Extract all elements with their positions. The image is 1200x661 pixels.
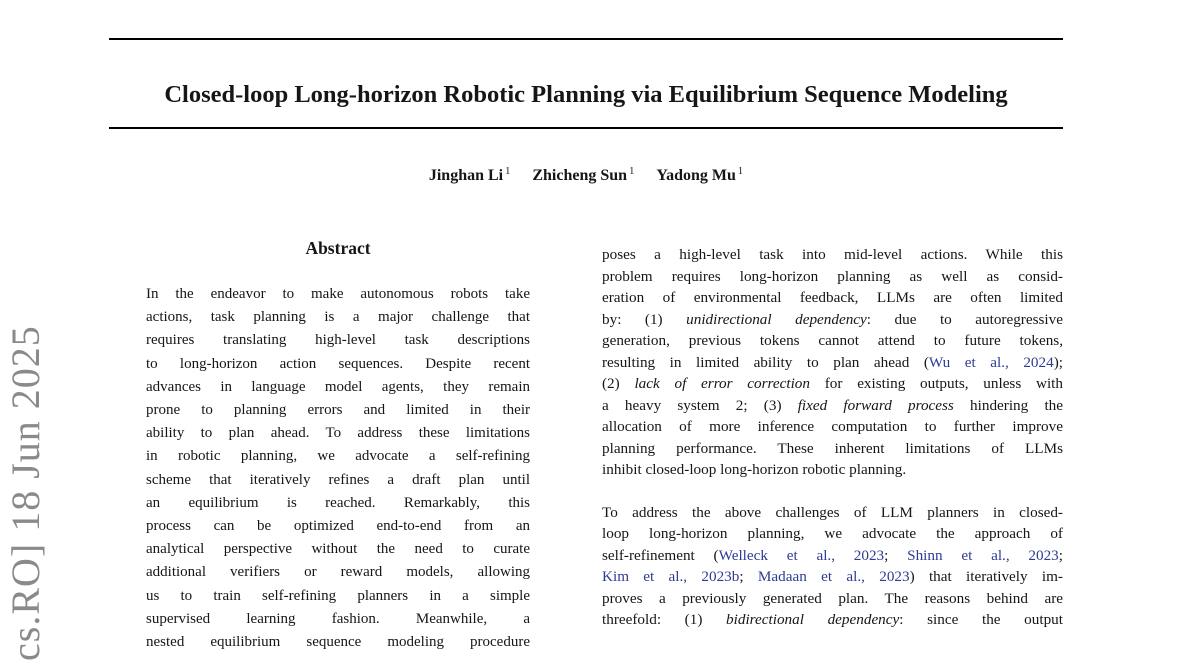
body-text: self-refinement ( [602,546,719,564]
title-rule-top [109,38,1063,40]
body-text: In the endeavor to make autonomous robots take [146,286,530,302]
abstract-column [146,238,530,654]
body-text: threefold: (1) [602,611,727,628]
paragraph [146,283,530,654]
citation-link[interactable]: Madaan et al., 2023 [757,568,910,585]
body-text: a heavy system 2; (3) [602,396,798,414]
abstract-heading: Abstract [305,238,371,258]
text-line [146,492,530,515]
body-text: analytical perspective without the need to curate [146,541,530,558]
author-name-text: Jinghan Li [428,167,504,184]
text-line [146,631,530,654]
author-name-text: Zhicheng Sun [532,167,628,184]
author-name [656,167,743,184]
emphasis-text: unidirectional dependency [686,310,867,328]
intro-body [602,244,1063,631]
text-line [146,515,530,538]
body-text: supervised learning fashion. Meanwhile, a [146,610,530,627]
body-text: to long-horizon action sequences. Despite recent [146,355,530,372]
emphasis-text: lack of error correction [634,375,810,392]
body-text: allocation of more inference computation to further improve [602,418,1063,435]
author-list [109,166,1063,185]
body-text: inhibit closed-loop long-horizon robotic planning. [602,461,907,478]
author-name-text: Yadong Mu [656,167,736,184]
text-line [146,376,530,399]
body-text: ); [1053,353,1063,371]
text-line [602,266,1063,288]
emphasis-text: bidirectional dependency [726,611,900,628]
author-affiliation-mark: 1 [737,166,744,177]
body-text: poses a high-level task into mid-level actions. While this [602,246,1063,263]
intro-column [602,244,1063,631]
body-text: ; [1058,546,1063,564]
text-line [602,352,1063,374]
text-line [146,306,530,329]
text-line [146,608,530,631]
body-text: resulting in limited ability to plan ahead ( [602,353,929,371]
author-affiliation-mark: 1 [629,166,635,177]
body-text: ability to plan ahead. To address these limitations [146,425,530,442]
body-text: by: (1) [602,310,687,328]
text-line [146,399,530,422]
text-line [146,561,530,584]
body-text: ) that iteratively im- [909,568,1063,585]
text-line [146,585,530,608]
body-text: us to train self-refining planners in a simple [146,587,530,604]
body-text: : due to autoregressive [866,310,1063,328]
text-line [602,545,1063,567]
text-line [602,523,1063,545]
body-text: To address the above challenges of LLM planners in closed- [602,503,1063,521]
body-text: nested equilibrium sequence modeling procedure [146,634,530,651]
text-line [602,609,1063,631]
arxiv-watermark: cs.RO] 18 Jun 2025 [3,325,48,661]
citation-link[interactable]: Wu et al., 2024 [928,353,1054,371]
text-line [602,502,1063,524]
text-line [602,395,1063,417]
text-line [602,373,1063,395]
paper-title: Closed-loop Long-horizon Robotic Planning via Equilibrium Sequence Modeling [164,81,1008,109]
title-rule-bottom [109,127,1063,129]
text-line [602,566,1063,588]
body-text: ; [884,546,908,564]
text-line [602,416,1063,438]
body-text: in robotic planning, we advocate a self-refining [146,448,530,465]
text-line [602,459,1063,481]
body-text: additional verifiers or reward models, allowing [146,564,530,581]
text-line [602,330,1063,352]
author-name [429,167,511,184]
body-text: (2) [602,375,635,392]
body-text: ; [739,568,758,585]
citation-link[interactable]: Welleck et al., 2023 [718,546,885,564]
text-line [146,469,530,492]
text-line [602,244,1063,266]
text-line [146,422,530,445]
body-text: generation, previous tokens cannot attend to future tokens, [602,332,1063,349]
body-text: eration of environmental feedback, LLMs are often limited [602,289,1063,306]
body-text: problem requires long-horizon planning as well as consid- [602,267,1063,285]
body-text: process can be optimized end-to-end from an [146,518,530,535]
body-text: requires translating high-level task descriptions [146,332,530,349]
body-text: : since the output [899,611,1063,628]
author-name [532,167,634,184]
emphasis-text: fixed forward process [797,396,954,414]
body-text: actions, task planning is a major challenge that [146,309,530,326]
text-line [146,538,530,561]
text-line [602,309,1063,331]
body-text: planning performance. These inherent limitations of LLMs [602,439,1063,457]
text-line [146,283,530,306]
text-line [146,445,530,468]
abstract-body [146,283,530,654]
text-line [146,353,530,376]
body-text: advances in language model agents, they remain [146,378,530,395]
body-text: hindering the [953,396,1063,414]
paragraph [602,502,1063,631]
text-line [602,438,1063,460]
body-text: loop long-horizon planning, we advocate the approach of [602,525,1063,542]
text-line [146,329,530,352]
body-text: for existing outputs, unless with [810,375,1063,392]
body-text: proves a previously generated plan. The reasons behind are [602,589,1063,607]
citation-link[interactable]: Kim et al., 2023b [602,568,740,585]
citation-link[interactable]: Shinn et al., 2023 [907,546,1059,564]
text-line [602,588,1063,610]
paragraph [602,244,1063,481]
body-text: prone to planning errors and limited in their [146,402,530,419]
body-text: an equilibrium is reached. Remarkably, this [146,494,530,511]
body-text: scheme that iteratively refines a draft plan until [146,471,530,488]
author-affiliation-mark: 1 [505,166,511,177]
text-line [602,287,1063,309]
